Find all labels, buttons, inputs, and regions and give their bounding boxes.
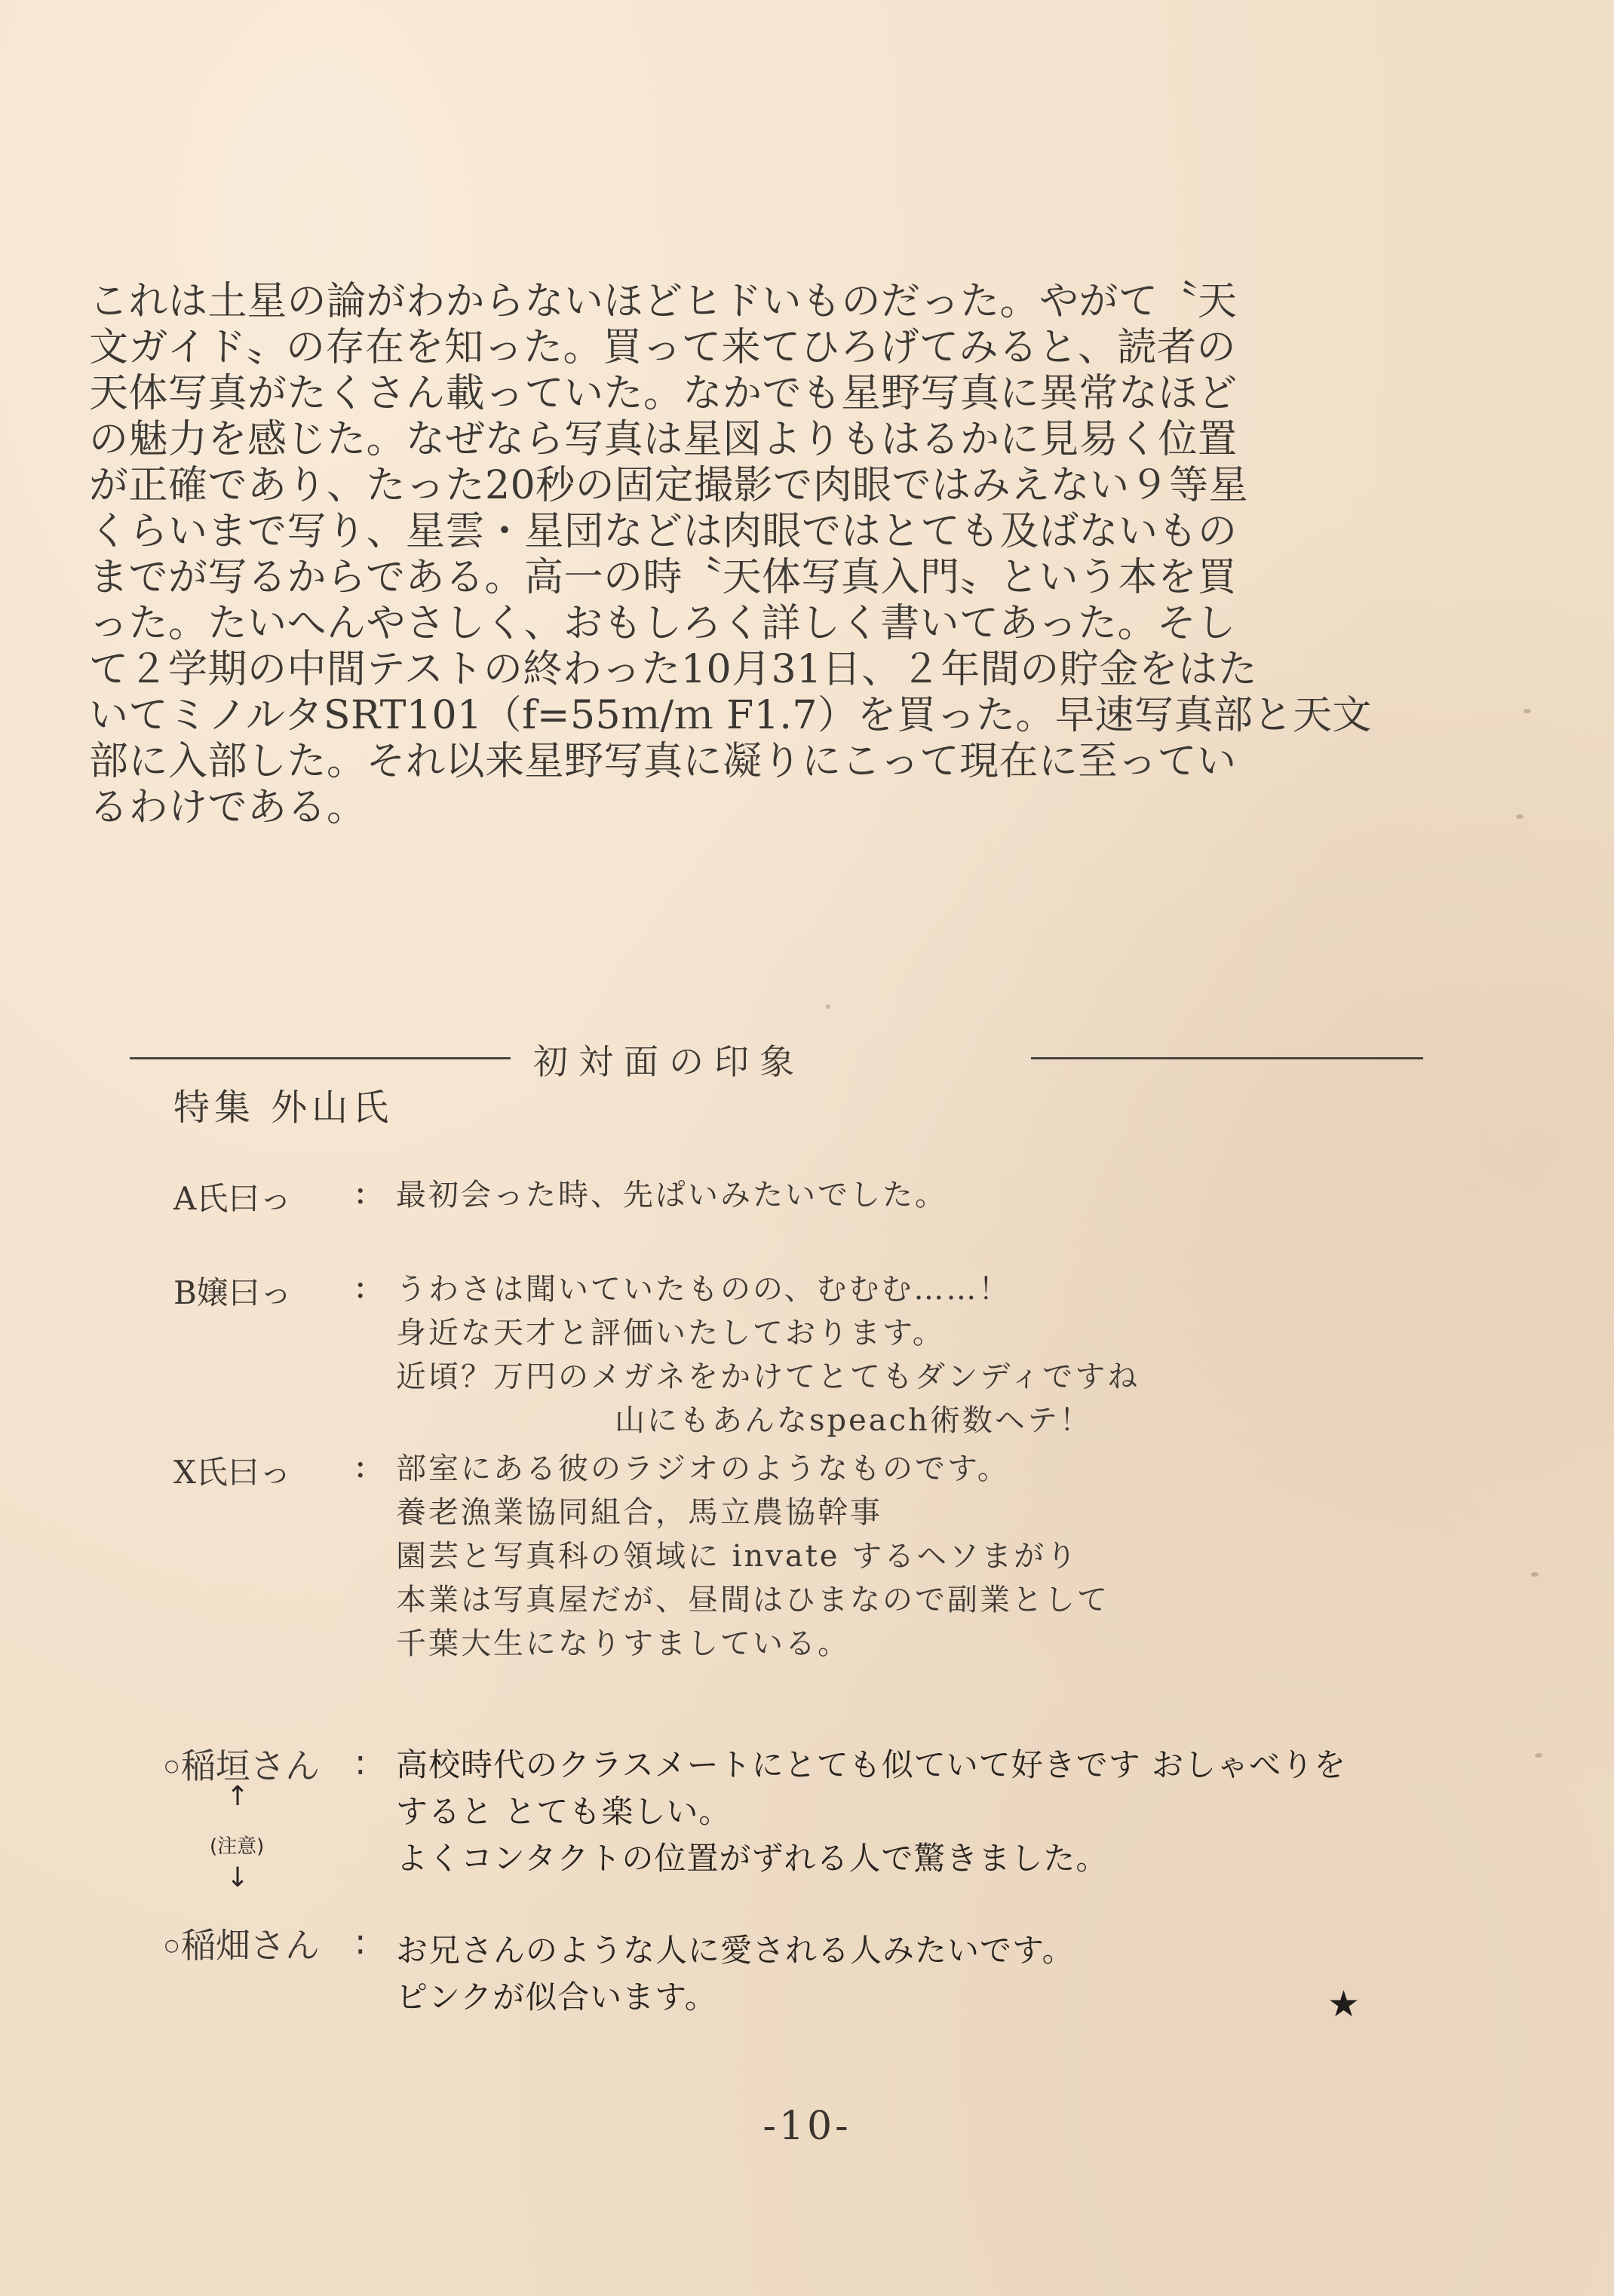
colon-b: : — [354, 1265, 367, 1306]
quote-line: 千葉大生になりすましている。 — [396, 1626, 850, 1661]
paper-mark — [826, 1004, 830, 1009]
quote-line: よくコンタクトの位置がずれる人で驚きました。 — [396, 1840, 1109, 1877]
quote-inahata — [396, 1927, 1075, 2021]
quote-line: すると とても楽しい。 — [396, 1793, 732, 1830]
colon-inagaki: : — [354, 1742, 367, 1783]
section-title: 特集 外山氏 — [173, 1087, 394, 1129]
quote-line: 養老漁業協同組合，馬立農協幹事 — [396, 1495, 882, 1530]
quote-inagaki — [396, 1742, 1346, 1882]
quote-x — [396, 1451, 1109, 1666]
paragraph-line: いてミノルタSRT101（f=55ｍ/ｍ F1.7）を買った。早速写真部と天文 — [89, 693, 1372, 738]
paper-mark — [1531, 1572, 1539, 1577]
colon-a: : — [354, 1171, 367, 1212]
quote-line: うわさは聞いていたものの、むむむ……！ — [396, 1272, 1011, 1307]
paragraph-line: くらいまで写り、星雲・星団などは肉眼ではとても及ばないもの — [89, 509, 1238, 554]
quote-line: 部室にある彼のラジオのようなものです。 — [396, 1451, 1010, 1486]
paragraph-line: これは土星の論がわからないほどヒドいものだった。やがて〝天 — [89, 279, 1238, 324]
paragraph-line: 部に入部した。それ以来星野写真に凝りにこって現在に至ってい — [89, 739, 1237, 784]
bullet-inagaki: ○ — [164, 1757, 180, 1776]
paragraph-line: るわけである。 — [89, 785, 367, 830]
quote-line: 身近な天才と評価いたしております。 — [396, 1316, 945, 1350]
quote-a — [396, 1173, 947, 1217]
quote-line: 高校時代のクラスメートにとても似ていて好きです おしゃべりを — [396, 1746, 1347, 1783]
speaker-a: A氏曰っ — [173, 1180, 292, 1217]
paragraph-line: までが写るからである。高一の時〝天体写真入門〟という本を買 — [89, 555, 1237, 600]
quote-b — [396, 1268, 1140, 1442]
bullet-inahata: ○ — [164, 1936, 180, 1955]
colon-x: : — [354, 1445, 367, 1485]
speaker-b: B嬢曰っ — [173, 1274, 292, 1311]
section-heading: 初対面の印象 — [533, 1041, 805, 1082]
quote-line: お兄さんのような人に愛される人みたいです。 — [396, 1932, 1075, 1969]
section-divider — [130, 1035, 1291, 1080]
page-number: -10- — [763, 2104, 851, 2149]
paragraph-line: 天体写真がたくさん載っていた。なかでも星野写真に異常なほど — [89, 371, 1238, 416]
paragraph-line: の魅力を感じた。なぜなら写真は星図よりもはるかに見易く位置 — [89, 417, 1238, 462]
speaker-x: X氏曰っ — [173, 1454, 291, 1491]
speaker-inagaki: 稲垣さん — [181, 1746, 320, 1786]
paper-mark — [1535, 1753, 1542, 1758]
note-label: (注意) — [210, 1835, 265, 1858]
colon-inahata: : — [354, 1921, 367, 1962]
speaker-inahata: 稲畑さん — [181, 1925, 320, 1966]
body-paragraph — [89, 279, 1386, 831]
paragraph-line: 文ガイド〟の存在を知った。買って来てひろげてみると、読者の — [89, 325, 1236, 370]
paragraph-line: が正確であり、たった20秒の固定撮影で肉眼ではみえない９等星 — [89, 463, 1249, 508]
quote-line: 本業は写真屋だが、昼間はひまなので副業として — [396, 1583, 1109, 1617]
paper-mark — [1523, 709, 1531, 713]
arrow-up-icon: ↑ — [226, 1781, 250, 1812]
quote-line: 最初会った時、先ぱいみたいでした。 — [396, 1178, 947, 1212]
star-icon: ★ — [1327, 1983, 1361, 2025]
quote-line: 山にもあんなspeach術数ヘテ！ — [615, 1403, 1092, 1438]
paragraph-line: て２学期の中間テストの終わった10月31日、２年間の貯金をはた — [89, 647, 1258, 692]
divider-rule-right — [1031, 1057, 1423, 1059]
paragraph-line: った。たいへんやさしく、おもしろく詳しく書いてあった。そし — [89, 601, 1236, 646]
quote-line: 園芸と写真科の領域に invate するヘソまがり — [396, 1539, 1079, 1574]
quote-line: 近頃？万円のメガネをかけてとてもダンディですね — [396, 1360, 1140, 1394]
arrow-down-icon: ↓ — [226, 1862, 250, 1893]
paper-mark — [1516, 814, 1523, 819]
quote-line: ピンクが似合います。 — [396, 1979, 717, 2016]
divider-rule-left — [130, 1057, 511, 1059]
